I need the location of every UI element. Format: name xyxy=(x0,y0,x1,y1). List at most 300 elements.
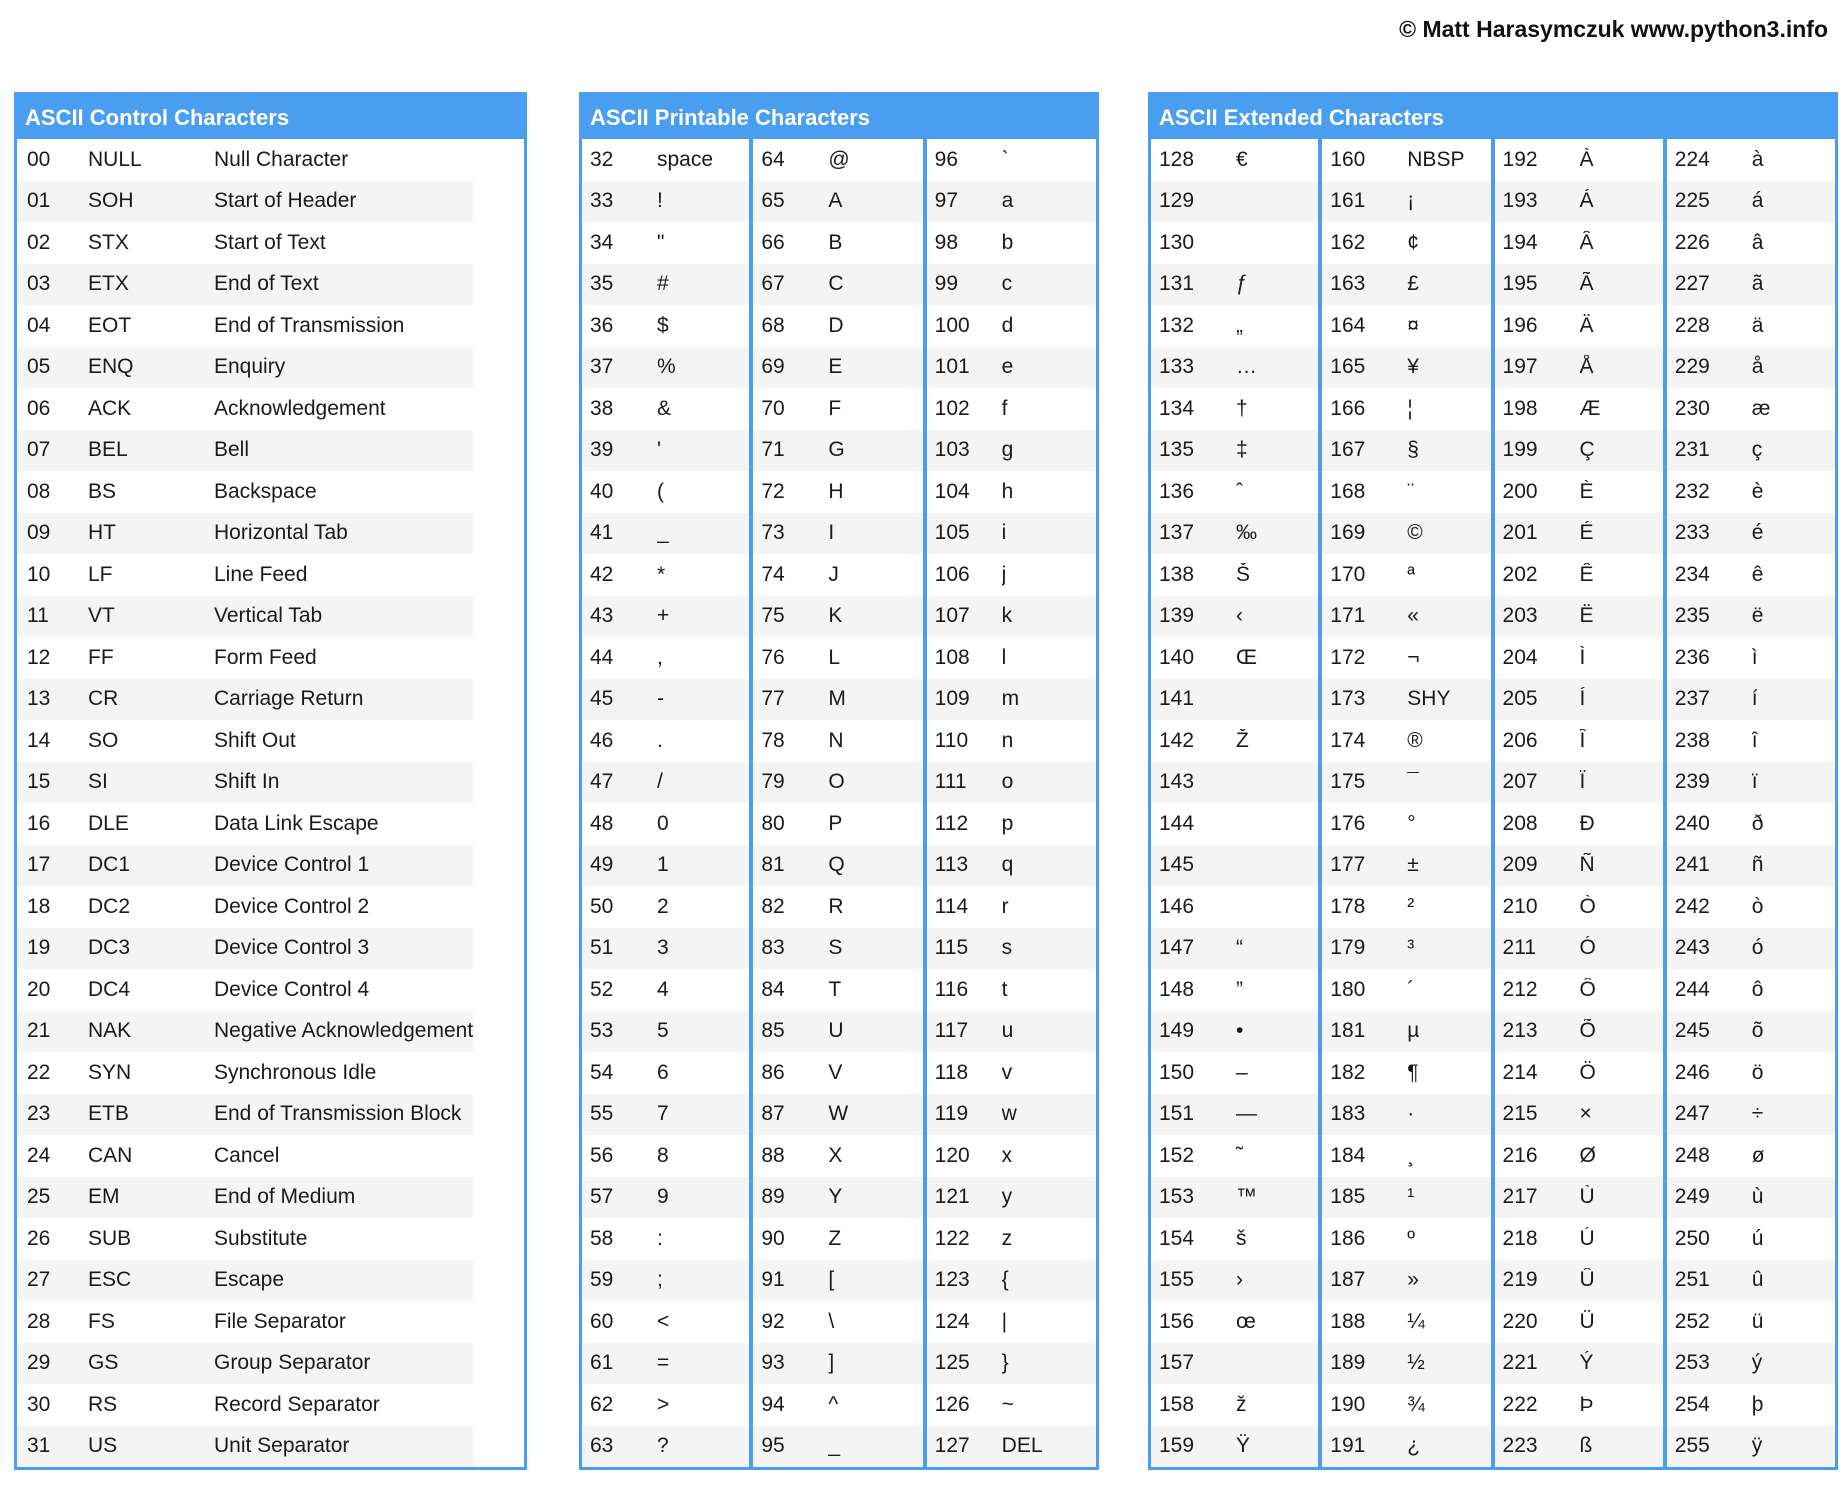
char-code: 27 xyxy=(27,1268,51,1292)
char-glyph: Û xyxy=(1579,1268,1595,1292)
char-glyph: K xyxy=(828,604,843,628)
char-glyph: õ xyxy=(1751,1019,1764,1043)
char-code: 207 xyxy=(1502,770,1538,794)
char-glyph: % xyxy=(657,355,676,379)
table-row xyxy=(927,762,1096,804)
char-glyph: Ô xyxy=(1579,977,1596,1001)
char-description: End of Transmission Block xyxy=(214,1102,462,1126)
char-abbreviation: ENQ xyxy=(88,355,134,379)
char-glyph: û xyxy=(1751,1268,1764,1292)
char-glyph: ÷ xyxy=(1751,1102,1764,1126)
table-row xyxy=(1322,928,1490,970)
char-glyph: ° xyxy=(1407,811,1416,835)
char-glyph: † xyxy=(1236,396,1248,420)
char-code: 88 xyxy=(761,1143,785,1167)
control-characters-panel xyxy=(14,92,527,1470)
table-row xyxy=(927,264,1096,306)
char-glyph: Ó xyxy=(1579,936,1596,960)
table-row xyxy=(582,720,749,762)
char-code: 143 xyxy=(1159,770,1195,794)
char-code: 99 xyxy=(934,272,959,296)
table-row xyxy=(1667,1301,1835,1343)
char-glyph: … xyxy=(1236,355,1257,379)
char-glyph: ƒ xyxy=(1236,272,1248,296)
char-glyph: ¤ xyxy=(1407,313,1419,337)
table-row xyxy=(1151,762,1318,804)
char-code: 212 xyxy=(1502,977,1538,1001)
char-code: 138 xyxy=(1159,562,1195,586)
table-row xyxy=(1667,1094,1835,1136)
table-row xyxy=(1667,1011,1835,1053)
char-glyph: ? xyxy=(657,1434,669,1458)
char-abbreviation: DC2 xyxy=(88,894,131,918)
char-glyph: æ xyxy=(1751,396,1771,420)
table-row xyxy=(1151,845,1318,887)
char-code: 227 xyxy=(1674,272,1710,296)
char-code: 90 xyxy=(761,1226,785,1250)
char-glyph: Ø xyxy=(1579,1143,1596,1167)
char-code: 156 xyxy=(1159,1309,1195,1333)
table-row xyxy=(927,430,1096,472)
table-row xyxy=(1322,513,1490,555)
char-glyph: t xyxy=(1001,977,1008,1001)
char-code: 178 xyxy=(1330,894,1366,918)
char-abbreviation: BEL xyxy=(88,438,128,462)
char-code: 55 xyxy=(590,1102,614,1126)
char-code: 164 xyxy=(1330,313,1366,337)
table-row xyxy=(1495,720,1663,762)
table-row xyxy=(753,1260,922,1302)
char-glyph: ö xyxy=(1751,1060,1764,1084)
table-column xyxy=(1663,139,1835,1467)
char-glyph: ® xyxy=(1407,728,1423,752)
char-description: Device Control 2 xyxy=(214,894,370,918)
char-code: 09 xyxy=(27,521,51,545)
table-row xyxy=(17,845,473,887)
table-row xyxy=(582,762,749,804)
table-row xyxy=(1495,1301,1663,1343)
table-row xyxy=(1322,264,1490,306)
char-abbreviation: DLE xyxy=(88,811,129,835)
table-row xyxy=(1151,886,1318,928)
char-glyph: ¥ xyxy=(1407,355,1419,379)
table-row xyxy=(1151,181,1318,223)
char-code: 70 xyxy=(761,396,785,420)
table-row xyxy=(753,1343,922,1385)
char-glyph: ß xyxy=(1579,1434,1593,1458)
char-code: 195 xyxy=(1502,272,1538,296)
table-row xyxy=(927,720,1096,762)
char-code: 162 xyxy=(1330,230,1366,254)
char-glyph: Í xyxy=(1579,687,1586,711)
table-row xyxy=(1151,637,1318,679)
char-glyph: Ž xyxy=(1236,728,1249,752)
table-row xyxy=(1151,803,1318,845)
table-row xyxy=(1495,305,1663,347)
table-row xyxy=(753,1011,922,1053)
char-glyph: R xyxy=(828,894,844,918)
char-glyph: ; xyxy=(657,1268,663,1292)
table-row xyxy=(17,637,473,679)
char-glyph: À xyxy=(1579,147,1594,171)
char-code: 87 xyxy=(761,1102,785,1126)
char-description: Start of Text xyxy=(214,230,326,254)
table-row xyxy=(17,886,473,928)
char-code: 224 xyxy=(1674,147,1710,171)
char-glyph: ¸ xyxy=(1407,1143,1415,1167)
table-row xyxy=(1151,928,1318,970)
table-row xyxy=(927,969,1096,1011)
char-glyph: k xyxy=(1001,604,1013,628)
table-row xyxy=(1667,679,1835,721)
table-row xyxy=(927,1052,1096,1094)
table-column xyxy=(17,139,473,1467)
char-glyph: ü xyxy=(1751,1309,1764,1333)
char-code: 214 xyxy=(1502,1060,1538,1084)
char-glyph: * xyxy=(657,562,666,586)
char-code: 72 xyxy=(761,479,785,503)
table-row xyxy=(582,471,749,513)
char-code: 117 xyxy=(934,1019,969,1043)
char-glyph: Q xyxy=(828,853,845,877)
char-code: 103 xyxy=(934,438,970,462)
char-description: Shift Out xyxy=(214,728,296,752)
char-glyph: g xyxy=(1001,438,1014,462)
char-glyph: ` xyxy=(1001,147,1009,171)
char-glyph: X xyxy=(828,1143,843,1167)
table-row xyxy=(1151,554,1318,596)
table-row xyxy=(582,679,749,721)
char-glyph: q xyxy=(1001,853,1014,877)
table-row xyxy=(582,388,749,430)
char-code: 06 xyxy=(27,396,51,420)
char-code: 230 xyxy=(1674,396,1710,420)
table-row xyxy=(582,554,749,596)
char-code: 237 xyxy=(1674,687,1710,711)
char-abbreviation: SO xyxy=(88,728,119,752)
char-glyph: Ÿ xyxy=(1236,1434,1251,1458)
char-glyph: º xyxy=(1407,1226,1415,1250)
char-glyph: ¿ xyxy=(1407,1434,1421,1458)
table-column xyxy=(923,139,1096,1467)
table-row xyxy=(1322,1135,1490,1177)
char-code: 108 xyxy=(934,645,970,669)
table-row xyxy=(1322,720,1490,762)
char-description: Line Feed xyxy=(214,562,308,586)
char-code: 206 xyxy=(1502,728,1538,752)
char-glyph: l xyxy=(1001,645,1007,669)
table-row xyxy=(17,139,473,181)
table-row xyxy=(1667,305,1835,347)
table-row xyxy=(1495,886,1663,928)
table-row xyxy=(1667,928,1835,970)
table-row xyxy=(582,430,749,472)
char-glyph: 8 xyxy=(657,1143,669,1167)
table-row xyxy=(17,222,473,264)
char-abbreviation: SUB xyxy=(88,1226,132,1250)
char-code: 33 xyxy=(590,189,614,213)
char-code: 158 xyxy=(1159,1392,1195,1416)
char-glyph: Ð xyxy=(1579,811,1595,835)
table-row xyxy=(582,139,749,181)
char-glyph: ¢ xyxy=(1407,230,1419,254)
char-code: 04 xyxy=(27,313,51,337)
table-column xyxy=(582,139,749,1467)
table-row xyxy=(582,1426,749,1468)
table-row xyxy=(1667,1426,1835,1468)
char-code: 249 xyxy=(1674,1185,1710,1209)
char-abbreviation: LF xyxy=(88,562,113,586)
char-glyph: § xyxy=(1407,438,1419,462)
char-glyph: L xyxy=(828,645,841,669)
char-code: 142 xyxy=(1159,728,1195,752)
table-row xyxy=(1151,1343,1318,1385)
char-glyph: ™ xyxy=(1236,1185,1257,1209)
table-row xyxy=(927,886,1096,928)
char-glyph: . xyxy=(657,728,663,752)
char-code: 180 xyxy=(1330,977,1366,1001)
char-code: 86 xyxy=(761,1060,785,1084)
char-glyph: Â xyxy=(1579,230,1594,254)
char-glyph: ³ xyxy=(1407,936,1415,960)
char-code: 11 xyxy=(27,604,49,628)
table-row xyxy=(1667,886,1835,928)
char-glyph: o xyxy=(1001,770,1014,794)
char-description: Device Control 3 xyxy=(214,936,370,960)
table-row xyxy=(927,679,1096,721)
table-row xyxy=(927,1384,1096,1426)
char-code: 42 xyxy=(590,562,614,586)
char-glyph: ù xyxy=(1751,1185,1764,1209)
char-glyph: 3 xyxy=(657,936,669,960)
char-code: 110 xyxy=(934,728,969,752)
char-glyph: Å xyxy=(1579,355,1594,379)
table-row xyxy=(1495,1135,1663,1177)
table-row xyxy=(1151,1218,1318,1260)
table-row xyxy=(17,554,473,596)
table-row xyxy=(927,596,1096,638)
char-glyph: â xyxy=(1751,230,1764,254)
char-code: 59 xyxy=(590,1268,614,1292)
char-glyph: ' xyxy=(657,438,662,462)
char-code: 238 xyxy=(1674,728,1710,752)
table-row xyxy=(753,679,922,721)
char-glyph: à xyxy=(1751,147,1764,171)
char-code: 191 xyxy=(1330,1434,1366,1458)
char-description: Cancel xyxy=(214,1143,280,1167)
char-glyph: s xyxy=(1001,936,1013,960)
char-code: 185 xyxy=(1330,1185,1366,1209)
char-glyph: ‹ xyxy=(1236,604,1243,628)
char-code: 251 xyxy=(1674,1268,1710,1292)
char-glyph: T xyxy=(828,977,842,1001)
table-row xyxy=(582,596,749,638)
char-code: 61 xyxy=(590,1351,614,1375)
table-row xyxy=(17,305,473,347)
char-glyph: Þ xyxy=(1579,1392,1594,1416)
char-code: 151 xyxy=(1159,1102,1195,1126)
char-glyph: W xyxy=(828,1102,849,1126)
char-code: 176 xyxy=(1330,811,1366,835)
char-code: 123 xyxy=(934,1268,970,1292)
char-abbreviation: EOT xyxy=(88,313,132,337)
char-glyph: ~ xyxy=(1001,1392,1014,1416)
char-code: 54 xyxy=(590,1060,614,1084)
char-glyph: h xyxy=(1001,479,1014,503)
table-row xyxy=(927,928,1096,970)
table-row xyxy=(1667,637,1835,679)
char-code: 95 xyxy=(761,1434,785,1458)
char-code: 50 xyxy=(590,894,614,918)
char-code: 239 xyxy=(1674,770,1710,794)
char-code: 229 xyxy=(1674,355,1710,379)
table-row xyxy=(1667,720,1835,762)
table-row xyxy=(1495,1218,1663,1260)
table-row xyxy=(1495,1177,1663,1219)
char-glyph: Z xyxy=(828,1226,842,1250)
char-code: 30 xyxy=(27,1392,51,1416)
table-row xyxy=(1495,347,1663,389)
table-row xyxy=(1322,1384,1490,1426)
char-code: 121 xyxy=(934,1185,970,1209)
char-abbreviation: VT xyxy=(88,604,115,628)
table-row xyxy=(1667,1052,1835,1094)
char-abbreviation: DC4 xyxy=(88,977,131,1001)
char-glyph: d xyxy=(1001,313,1014,337)
char-glyph: É xyxy=(1579,521,1594,545)
char-code: 36 xyxy=(590,313,614,337)
char-description: Unit Separator xyxy=(214,1434,350,1458)
char-glyph: ã xyxy=(1751,272,1764,296)
char-glyph: V xyxy=(828,1060,843,1084)
char-glyph: ‰ xyxy=(1236,521,1257,545)
char-description: Device Control 1 xyxy=(214,853,370,877)
table-row xyxy=(927,471,1096,513)
table-row xyxy=(582,1260,749,1302)
table-row xyxy=(1495,264,1663,306)
table-row xyxy=(753,388,922,430)
table-row xyxy=(1322,596,1490,638)
char-code: 147 xyxy=(1159,936,1195,960)
char-code: 150 xyxy=(1159,1060,1195,1084)
char-glyph: Ç xyxy=(1579,438,1595,462)
table-row xyxy=(753,803,922,845)
char-glyph: Ã xyxy=(1579,272,1594,296)
table-row xyxy=(17,513,473,555)
char-code: 242 xyxy=(1674,894,1710,918)
char-code: 24 xyxy=(27,1143,51,1167)
table-row xyxy=(927,1011,1096,1053)
char-glyph: è xyxy=(1751,479,1764,503)
char-code: 65 xyxy=(761,189,785,213)
char-code: 01 xyxy=(27,189,51,213)
char-glyph: Ö xyxy=(1579,1060,1596,1084)
table-row xyxy=(753,554,922,596)
char-code: 48 xyxy=(590,811,614,835)
char-code: 194 xyxy=(1502,230,1538,254)
table-row xyxy=(1151,1260,1318,1302)
table-row xyxy=(753,264,922,306)
char-glyph: : xyxy=(657,1226,663,1250)
char-code: 104 xyxy=(934,479,970,503)
table-row xyxy=(17,969,473,1011)
char-glyph: 0 xyxy=(657,811,669,835)
char-glyph: " xyxy=(657,230,665,254)
table-row xyxy=(582,886,749,928)
char-glyph: – xyxy=(1236,1060,1248,1084)
char-glyph: E xyxy=(828,355,843,379)
char-glyph: C xyxy=(828,272,844,296)
char-code: 160 xyxy=(1330,147,1366,171)
char-code: 200 xyxy=(1502,479,1538,503)
char-code: 124 xyxy=(934,1309,970,1333)
char-description: Null Character xyxy=(214,147,349,171)
table-row xyxy=(1151,305,1318,347)
table-row xyxy=(753,1177,922,1219)
char-glyph: j xyxy=(1001,562,1007,586)
char-glyph: Ò xyxy=(1579,894,1596,918)
char-glyph: å xyxy=(1751,355,1764,379)
table-row xyxy=(1495,803,1663,845)
table-row xyxy=(1322,430,1490,472)
char-code: 129 xyxy=(1159,189,1195,213)
char-code: 243 xyxy=(1674,936,1710,960)
char-glyph: — xyxy=(1236,1102,1257,1126)
char-code: 73 xyxy=(761,521,785,545)
char-code: 53 xyxy=(590,1019,614,1043)
char-glyph: Ú xyxy=(1579,1226,1595,1250)
table-row xyxy=(1151,596,1318,638)
table-row xyxy=(927,637,1096,679)
char-code: 67 xyxy=(761,272,785,296)
char-code: 145 xyxy=(1159,853,1195,877)
char-code: 93 xyxy=(761,1351,785,1375)
char-code: 161 xyxy=(1330,189,1366,213)
char-abbreviation: SOH xyxy=(88,189,134,213)
table-row xyxy=(927,513,1096,555)
char-code: 56 xyxy=(590,1143,614,1167)
char-glyph: N xyxy=(828,728,844,752)
char-glyph: š xyxy=(1236,1226,1247,1250)
char-glyph: O xyxy=(828,770,845,794)
char-glyph: Ü xyxy=(1579,1309,1595,1333)
extended-characters-panel xyxy=(1148,92,1838,1470)
char-glyph: · xyxy=(1407,1102,1415,1126)
char-abbreviation: STX xyxy=(88,230,129,254)
table-row xyxy=(1322,1426,1490,1468)
char-glyph: # xyxy=(657,272,669,296)
char-code: 135 xyxy=(1159,438,1195,462)
panel-title: ASCII Printable Characters xyxy=(582,95,1096,139)
char-abbreviation: SI xyxy=(88,770,108,794)
char-abbreviation: CAN xyxy=(88,1143,133,1167)
char-description: Bell xyxy=(214,438,250,462)
char-glyph: ± xyxy=(1407,853,1419,877)
table-row xyxy=(1667,513,1835,555)
char-code: 172 xyxy=(1330,645,1366,669)
char-code: 83 xyxy=(761,936,785,960)
char-glyph: œ xyxy=(1236,1309,1256,1333)
printable-characters-panel xyxy=(579,92,1099,1470)
table-row xyxy=(1495,1426,1663,1468)
char-glyph: þ xyxy=(1751,1392,1764,1416)
char-abbreviation: FS xyxy=(88,1309,115,1333)
char-glyph: F xyxy=(828,396,842,420)
char-description: File Separator xyxy=(214,1309,346,1333)
char-glyph: ÿ xyxy=(1751,1434,1763,1458)
table-row xyxy=(927,181,1096,223)
char-glyph: | xyxy=(1001,1309,1008,1333)
